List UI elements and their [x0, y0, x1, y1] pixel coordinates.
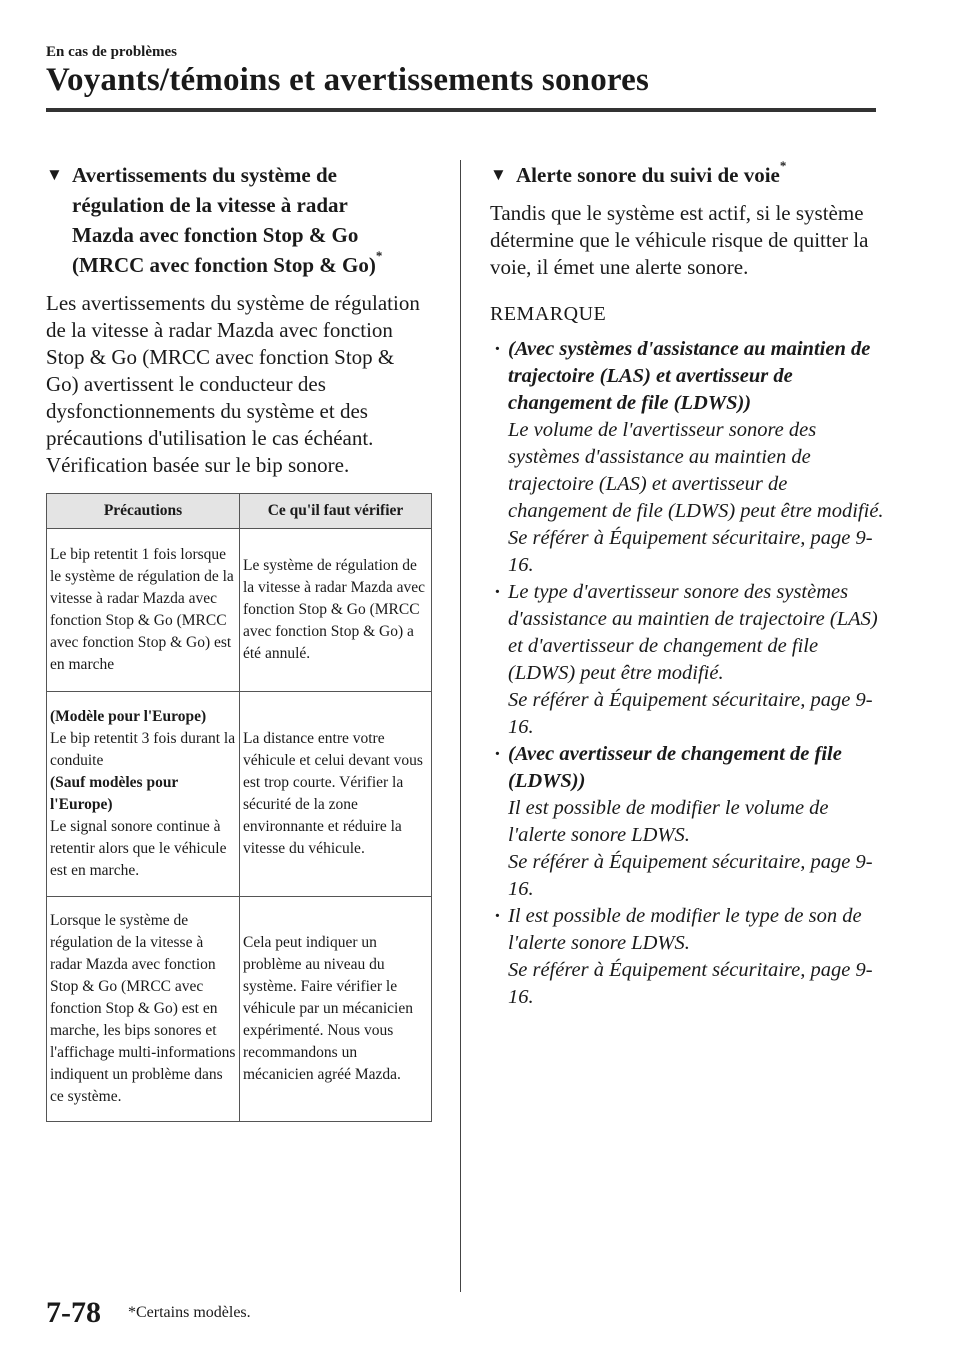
page-number: 7-78 [46, 1296, 101, 1329]
bullet-text: · Il est possible de modifier le type de son de l'alerte sonore LDWS. [508, 905, 862, 954]
cell-text: Le bip retentit 3 fois durant la conduite [50, 730, 236, 769]
bullet-condition: · (Avec systèmes d'assistance au maintien de trajectoire (LAS) et avertisseur de changement de file (LDWS)) [508, 338, 871, 414]
page-title: Voyants/témoins et avertissements sonores [46, 62, 650, 98]
bullet-condition: · (Avec avertisseur de changement de file (LDWS)) [508, 743, 842, 792]
right-column [490, 160, 890, 1011]
table-cell: Lorsque le système de régulation de la vitesse à radar Mazda avec fonction Stop & Go (MRCC avec fonction Stop & Go) est en marche, les bips sonores et l'affichage multi-informations indiquent un problème dans ce système. [47, 897, 240, 1122]
table-header: Précautions [47, 494, 240, 529]
bullet-reference: Se référer à Équipement sécuritaire, page 9-16. [508, 527, 873, 576]
bullet-reference: Se référer à Équipement sécuritaire, page 9-16. [508, 959, 873, 1008]
column-divider [460, 160, 461, 1292]
table-row [47, 692, 432, 897]
bullet-text: · Le type d'avertisseur sonore des systèmes d'assistance au maintien de trajectoire (LAS) et d'avertisseur de changement de file (LDWS) peut être modifié. [508, 581, 878, 684]
list-item [490, 579, 890, 741]
lane-alert-paragraph: Tandis que le système est actif, si le système détermine que le véhicule risque de quitter la voie, il émet une alerte sonore. [490, 201, 869, 279]
list-item [490, 336, 890, 579]
list-item [490, 903, 890, 1011]
left-column [46, 160, 432, 1122]
section-heading-mrcc [46, 160, 432, 280]
cell-label: (Modèle pour l'Europe) [50, 708, 207, 725]
table-row [47, 529, 432, 692]
table-header: Ce qu'il faut vérifier [240, 494, 432, 529]
list-item [490, 741, 890, 903]
cell-label: (Sauf modèles pour l'Europe) [50, 774, 179, 813]
bullet-reference: Se référer à Équipement sécuritaire, page 9-16. [508, 851, 873, 900]
section-label: En cas de problèmes [46, 44, 177, 60]
cell-text: Le signal sonore continue à retentir alors que le véhicule est en marche. [50, 818, 227, 879]
heading-text [516, 160, 786, 190]
triangle-marker-icon: ▼ [490, 165, 507, 184]
asterisk-mark: * [779, 158, 787, 173]
table-cell [47, 692, 240, 897]
bullet-text: Le volume de l'avertisseur sonore des systèmes d'assistance au maintien de trajectoire (LAS) et avertisseur de changement de file (LDWS) peut être modifié. [508, 419, 884, 522]
table-cell: Cela peut indiquer un problème au niveau du système. Faire vérifier le véhicule par un mécanicien expérimenté. Nous vous recommandons un mécanicien agréé Mazda. [240, 897, 432, 1122]
bullet-text: Il est possible de modifier le volume de l'alerte sonore LDWS. [508, 797, 829, 846]
heading-line: Mazda avec fonction Stop & Go [72, 223, 359, 247]
warning-table [46, 493, 432, 1122]
triangle-marker-icon: ▼ [46, 165, 63, 184]
header-rule [46, 108, 876, 112]
heading-line [72, 250, 382, 280]
table-row [47, 897, 432, 1122]
heading-line-text: (MRCC avec fonction Stop & Go) [72, 253, 376, 277]
note-title: REMARQUE [490, 303, 607, 325]
footnote: *Certains modèles. [128, 1304, 251, 1321]
heading-line: Avertissements du système de [72, 163, 337, 187]
asterisk-mark: * [375, 248, 383, 263]
section-heading-lane-alert [490, 160, 890, 190]
bullet-reference: Se référer à Équipement sécuritaire, page 9-16. [508, 689, 873, 738]
intro-paragraph: Les avertissements du système de régulation de la vitesse à radar Mazda avec fonction Stop & Go (MRCC avec fonction Stop & Go) avertissent le conducteur des dysfonctionnements du système et des précautions d'utilisation le cas échéant. [46, 291, 420, 450]
table-cell: La distance entre votre véhicule et celui devant vous est trop courte. Vérifier la sécurité de la zone environnante et réduire la vitesse du véhicule. [240, 692, 432, 897]
table-cell: Le système de régulation de la vitesse à radar Mazda avec fonction Stop & Go (MRCC avec fonction Stop & Go) a été annulé. [240, 529, 432, 692]
table-header-row [47, 494, 432, 529]
heading-line-text: Alerte sonore du suivi de voie [516, 163, 780, 187]
table-cell: Le bip retentit 1 fois lorsque le système de régulation de la vitesse à radar Mazda avec fonction Stop & Go (MRCC avec fonction Stop & Go) est en marche [47, 529, 240, 692]
intro-paragraph-2: Vérification basée sur le bip sonore. [46, 453, 350, 477]
heading-text [72, 160, 382, 280]
heading-line: régulation de la vitesse à radar [72, 193, 348, 217]
note-list [490, 336, 890, 1011]
